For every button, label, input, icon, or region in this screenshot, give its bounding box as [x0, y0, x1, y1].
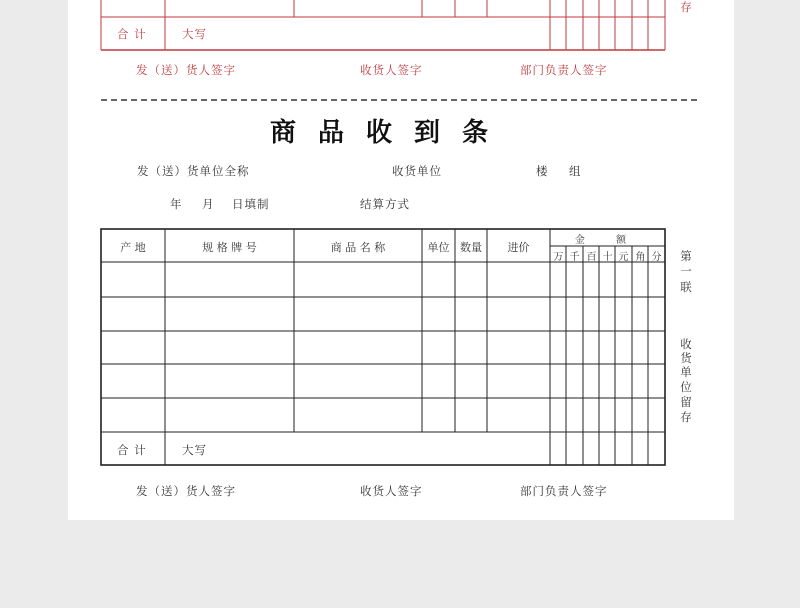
form-title: 商品收到条: [270, 118, 511, 148]
top-daxie-label: 大写: [182, 27, 207, 41]
top-side-char: 存: [680, 0, 692, 14]
sig-sender: 发（送）货人签字: [136, 484, 236, 498]
header-name: 商 品 名 称: [330, 241, 386, 254]
date-fill-label: 日填制: [232, 197, 270, 211]
sig-receiver: 收货人签字: [360, 484, 423, 498]
main-table: [101, 229, 665, 465]
header-spec: 规 格 牌 号: [202, 241, 257, 254]
side-keep-4: 位: [680, 380, 692, 394]
side-copy-1: 第: [680, 249, 692, 263]
total-label: 合 计: [117, 443, 147, 457]
digit-wan: 万: [553, 252, 564, 263]
sender-unit-label: 发（送）货单位全称: [137, 164, 250, 178]
top-sig-receiver: 收货人签字: [360, 63, 423, 77]
side-keep-5: 留: [680, 395, 692, 409]
header-price: 进价: [507, 241, 530, 254]
side-keep-2: 货: [680, 351, 692, 365]
side-keep-6: 存: [680, 410, 692, 424]
header-amount: 金 额: [574, 235, 641, 246]
top-red-table: [101, 0, 665, 50]
year-label: 年: [170, 197, 183, 211]
digit-qian: 千: [569, 252, 580, 263]
digit-yuan: 元: [618, 252, 629, 263]
month-label: 月: [202, 197, 215, 211]
digit-jiao: 角: [635, 252, 646, 263]
settlement-label: 结算方式: [360, 197, 410, 211]
daxie-label: 大写: [182, 443, 207, 457]
digit-fen: 分: [651, 252, 662, 263]
group-label: 组: [569, 164, 582, 178]
header-origin: 产 地: [120, 241, 146, 254]
receiver-unit-label: 收货单位: [392, 164, 442, 178]
sig-dept: 部门负责人签字: [520, 484, 608, 498]
side-keep-3: 单: [680, 365, 692, 379]
floor-label: 楼: [536, 164, 549, 178]
side-keep-1: 收: [680, 337, 692, 351]
top-sig-dept: 部门负责人签字: [520, 63, 608, 77]
top-sig-sender: 发（送）货人签字: [136, 63, 236, 77]
top-total-label: 合 计: [117, 27, 147, 41]
header-unit: 单位: [427, 241, 450, 254]
side-copy-2: 一: [680, 264, 692, 278]
digit-bai: 百: [586, 252, 597, 263]
digit-shi: 十: [602, 252, 613, 263]
side-copy-3: 联: [680, 280, 692, 294]
header-qty: 数量: [460, 241, 482, 254]
